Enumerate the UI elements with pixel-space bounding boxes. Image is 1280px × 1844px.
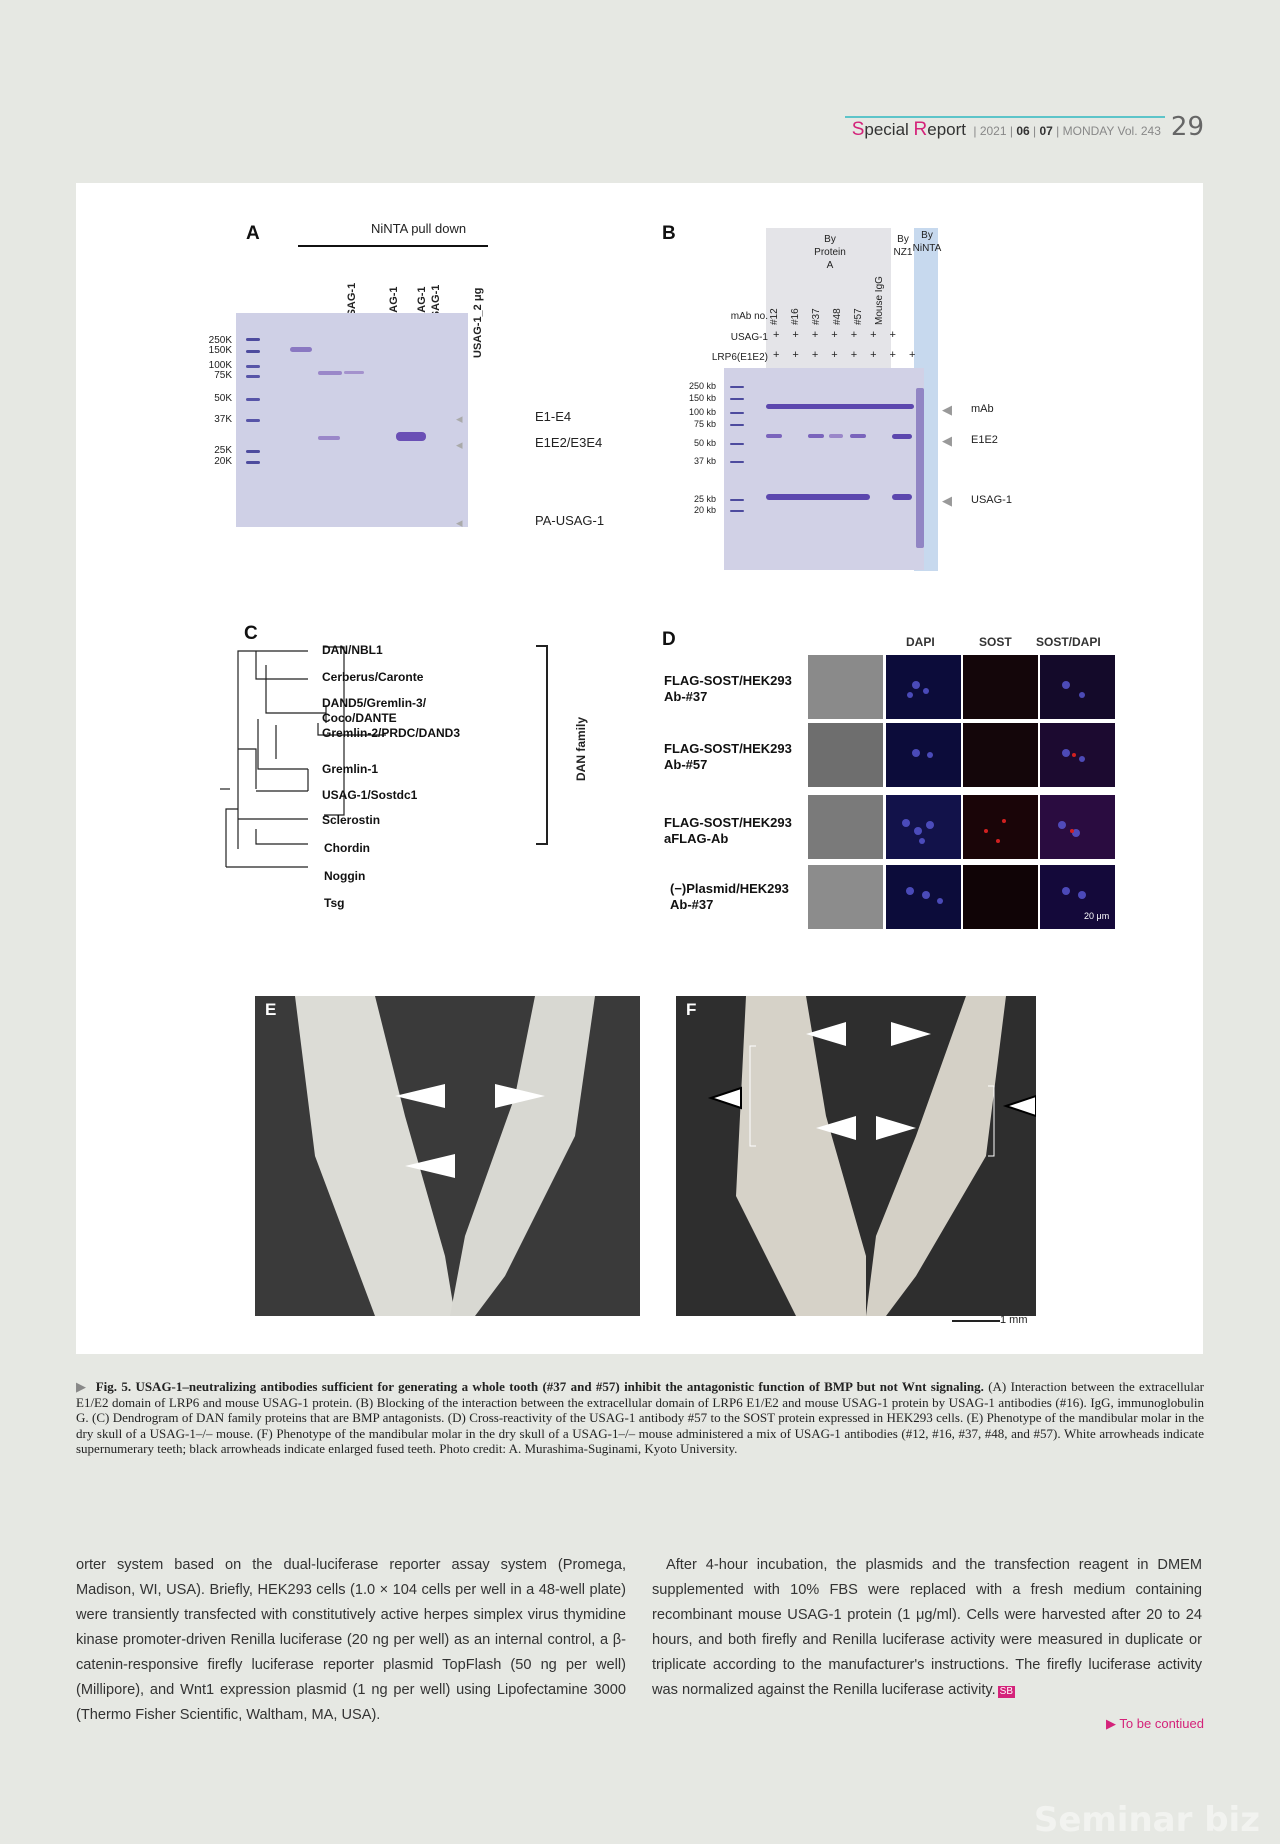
arrowhead-icon: ◂ (456, 437, 463, 452)
lrp6-plus-row: ++++++++ (773, 349, 929, 361)
dan-family-bracket (536, 645, 548, 845)
dendrogram-item: Noggin (324, 869, 366, 883)
issue-date: | 2021 | 06 | 07 | MONDAY Vol. 243 (970, 124, 1161, 138)
lane-label: USAG-1_2 μg (472, 287, 484, 358)
marker-label: 37K (214, 414, 232, 425)
dendrogram-item: Gremlin-1 (322, 762, 379, 776)
row-label: FLAG-SOST/HEK293 Ab-#57 (664, 741, 792, 772)
photo-panel-f (676, 996, 1036, 1316)
gel-b (724, 368, 924, 570)
col-dapi: DAPI (906, 635, 935, 649)
panel-a-title-rule (298, 245, 488, 247)
group-ninta: By NiNTA (912, 230, 942, 254)
arrow-label: E1E2 (971, 434, 998, 446)
body-column-left: orter system based on the dual-luciferase reporter assay system (Promega, Madison, WI, USA). Briefly, HEK293 cells (1.0 × 104 cells per well in a 48-well plate) were transiently transfected with constitutively active herpes simplex virus thymidine kinase promoter-driven Renilla luciferase (20 ng per well) as an internal control, a β-catenin-responsive firefly luciferase reporter plasmid TopFlash (50 ng per well) (Millipore), and Wnt1 expression plasmid (1 ng per well) using Lipofectamine 3000 (Thermo Fisher Scientific, Waltham, MA, USA). (76, 1557, 626, 1723)
panel-a-title: NiNTA pull down (371, 221, 467, 236)
scale-bar-label: 20 μm (1084, 911, 1110, 921)
panel-c-label: C (244, 623, 258, 644)
arrow-label: USAG-1 (971, 494, 1012, 506)
marker-label: 75K (214, 370, 232, 381)
arrowhead-icon: ◂ (456, 411, 463, 426)
panel-e-label: E (265, 1000, 277, 1019)
row-label: mAb no. (730, 311, 768, 322)
dendrogram-item: Gremlin-2/PRDC/DAND3 (322, 726, 461, 740)
arrow-label: E1E2/E3E4 (535, 435, 603, 450)
micrograph-brightfield (808, 795, 883, 859)
arrow-label: E1-E4 (535, 409, 572, 424)
arrow-label: PA-USAG-1 (535, 513, 605, 528)
marker-label: 250K (208, 335, 232, 346)
page-number: 29 (1170, 112, 1204, 142)
panel-b-label: B (662, 223, 676, 244)
dendrogram-item: DAN/NBL1 (322, 643, 383, 657)
marker-label: 37 kb (693, 456, 716, 466)
marker-label: 100 kb (688, 407, 716, 417)
marker-label: 20 kb (693, 505, 716, 515)
arrowhead-icon: ◀ (942, 433, 952, 448)
micrograph-brightfield (808, 655, 883, 719)
marker-label: 75 kb (693, 419, 716, 429)
arrowhead-icon: ◀ (942, 402, 952, 417)
figure-caption: ▶ Fig. 5. USAG-1–neutralizing antibodies sufficient for generating a whole tooth (#37 and #57) inhibit the antagonistic function of BMP but not Wnt signaling. (A) Interaction between the extracellular E1/E2 domain of LRP6 and mouse USAG-1 protein. (B) Blocking of the interaction between the extracellular domain of LRP6 E1/E2 and mouse USAG-1 protein by USAG-1 antibodies (#16). IgG, immunoglobulin G. (C) Dendrogram of DAN family proteins that are BMP antagonists. (D) Cross-reactivity of the USAG-1 antibody #57 to the SOST protein expressed in HEK293 cells. (E) Phenotype of the mandibular molar in the dry skull of a USAG-1–/– mouse. (F) Phenotype of the mandibular molar in the dry skull of a USAG-1–/– mouse administered a mix of USAG-1 antibodies (#12, #16, #37, #48, and #57). White arrowheads indicate supernumerary teeth; black arrowheads indicate enlarged fused teeth. Photo credit: A. Murashima-Suginami, Kyoto University. (76, 1379, 1205, 1456)
dan-family-label: DAN family (574, 716, 588, 781)
group-nz1: By NZ1 (893, 234, 913, 258)
dendrogram-item: Cerberus/Caronte (322, 670, 424, 684)
panel-d-label: D (662, 629, 676, 650)
gel-a (236, 313, 468, 527)
marker-label: 50K (214, 393, 232, 404)
arrow-label: mAb (971, 403, 994, 415)
dendrogram-item: Chordin (324, 841, 370, 855)
micrograph-dots (886, 655, 1116, 931)
dendrogram-item: Tsg (324, 896, 345, 910)
marker-label: 50 kb (693, 438, 716, 448)
arrowhead-icon: ◂ (456, 515, 463, 530)
mab-number: #16 (790, 308, 801, 325)
mab-number: #57 (853, 308, 864, 325)
marker-label: 20K (214, 456, 232, 467)
dendrogram-item: Coco/DANTE (322, 711, 397, 725)
end-mark: SB (999, 1686, 1013, 1697)
mab-number: #48 (832, 308, 843, 325)
marker-label: 25 kb (693, 494, 716, 504)
marker-label: 150K (208, 345, 232, 356)
dendrogram-item: Sclerostin (322, 813, 381, 827)
photo-panel-e (255, 996, 640, 1316)
scale-bar-label: 1 mm (1000, 1314, 1028, 1326)
col-sost-dapi: SOST/DAPI (1036, 635, 1101, 649)
mab-number: #37 (811, 308, 822, 325)
dendrogram-item: DAND5/Gremlin-3/ (322, 696, 427, 710)
scale-bar (952, 1320, 1000, 1322)
watermark-logo: Seminar biz (1033, 1800, 1260, 1840)
row-label: LRP6(E1E2) (711, 352, 768, 363)
page-header (852, 112, 1204, 146)
mab-number: Mouse IgG (874, 276, 885, 325)
micrograph-brightfield (808, 723, 883, 787)
row-label: (−)Plasmid/HEK293 Ab-#37 (670, 881, 789, 912)
usag1-plus-row: +++++++ (773, 329, 909, 341)
dendrogram-item: USAG-1/Sostdc1 (322, 788, 418, 802)
marker-label: 100K (208, 360, 232, 371)
micrograph-brightfield (808, 865, 883, 929)
marker-label: 25K (214, 445, 232, 456)
row-label: FLAG-SOST/HEK293 aFLAG-Ab (664, 815, 792, 846)
arrowhead-icon: ◀ (942, 493, 952, 508)
panel-a-label: A (246, 223, 260, 244)
section-title: Special Report (851, 119, 967, 140)
marker-label: 250 kb (688, 381, 716, 391)
mab-number: #12 (769, 308, 780, 325)
panel-f-label: F (686, 1000, 697, 1019)
marker-label: 150 kb (688, 393, 716, 403)
col-sost: SOST (979, 635, 1012, 649)
figure-panel (76, 183, 1203, 1354)
row-label: USAG-1 (730, 332, 768, 343)
body-column-right: After 4-hour incubation, the plasmids and the transfection reagent in DMEM supplemented with 10% FBS were replaced with a fresh medium containing recombinant mouse USAG-1 protein (1 μg/ml). Cells were harvested after 20 to 24 hours, and both firefly and Renilla luciferase activity were measured in duplicate or triplicate according to the manufacturer's instructions. The firefly luciferase activity was normalized against the Renilla luciferase activity. SB (652, 1557, 1202, 1698)
to-be-continued: ▶ To be contiued (1106, 1716, 1204, 1731)
group-protein-a: By Protein A (814, 234, 846, 271)
row-label: FLAG-SOST/HEK293 Ab-#37 (664, 673, 792, 704)
